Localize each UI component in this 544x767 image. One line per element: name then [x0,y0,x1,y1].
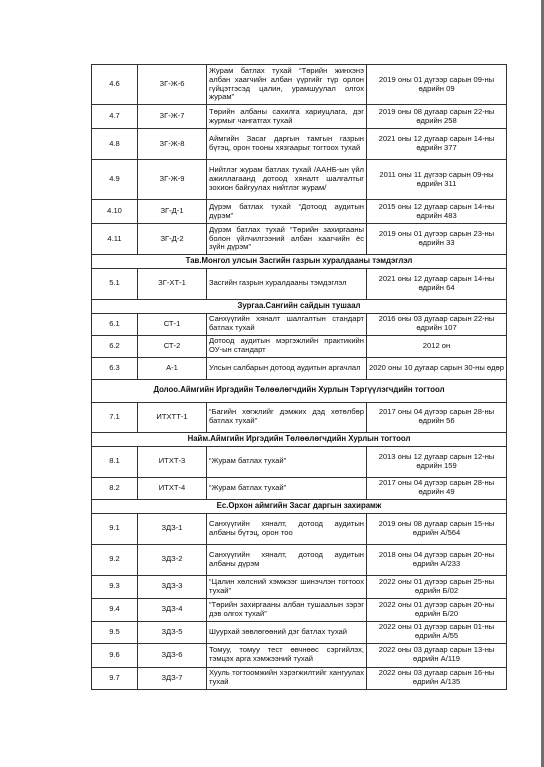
document-title: Томуу, томуу тест өвчнөөс сэргийлэх, тэмцэх арга хэмжээний тухай [207,643,367,667]
document-title: “Багийн хөгжлийг дэмжих дэд хөтөлбөр батлах тухай” [207,402,367,432]
document-title: Аймгийн Засаг даргын тамгын газрын бүтэц, орон тооны хязгаарыг тогтоох тухай [207,129,367,160]
table-row [92,513,507,544]
section-title: Найм.Аймгийн Иргэдийн Төлөөлөгчдийн Хурлын тогтоол [92,432,507,446]
table-row [92,200,507,224]
table-row [92,357,507,379]
document-code: ЗДЗ-5 [138,621,207,643]
document-code: СТ-1 [138,313,207,335]
document-code: ЗДЗ-7 [138,667,207,689]
document-code: ЗДЗ-3 [138,575,207,598]
document-date: 2019 оны 01 дүгээр сарын 09-ны өдрийн 09 [367,65,507,105]
row-number: 4.8 [92,129,138,160]
document-date: 2020 оны 10 дугаар сарын 30-ны өдөр [367,357,507,379]
document-date: 2022 оны 01 дүгээр сарын 01-ны өдрийн А/55 [367,621,507,643]
section-header-row [92,432,507,446]
section-title: Зургаа.Сангийн сайдын тушаал [92,299,507,313]
row-number: 9.3 [92,575,138,598]
document-title: Журам батлах тухай “Төрийн жинхэнэ албан хаагчийн албан үүргийг түр орлон гүйцэтгэсэд цалин, урамшуулал олгох журам” [207,65,367,105]
document-code: ЗДЗ-1 [138,513,207,544]
document-title: Дүрэм батлах тухай “Төрийн захиргааны болон үйлчилгээний албан хаагчийн ёс зүйн дүрэм” [207,224,367,255]
row-number: 9.4 [92,598,138,621]
document-date: 2016 оны 03 дугаар сарын 22-ны өдрийн 107 [367,313,507,335]
document-code: ЗГ-Д-1 [138,200,207,224]
row-number: 4.6 [92,65,138,105]
document-title: Дотоод аудитын мэргэжлийн практикийн ОУ-ын стандарт [207,335,367,357]
document-code: ЗГ-Ж-9 [138,160,207,200]
table-row [92,105,507,129]
document-title: Санхүүгийн хяналт, дотоод аудитын албаны дүрэм [207,544,367,575]
table-row [92,446,507,477]
document-code: ИТХТ-4 [138,477,207,499]
document-date: 2012 он [367,335,507,357]
section-header-row [92,379,507,402]
document-title: “Төрийн захиргааны албан тушаалын зэрэг дэв олгох тухай” [207,598,367,621]
document-title: Засгийн газрын хуралдааны тэмдэглэл [207,268,367,299]
section-title: Тав.Монгол улсын Засгийн газрын хуралдааны тэмдэглэл [92,255,507,269]
document-code: ИТХТ-3 [138,446,207,477]
document-date: 2015 оны 12 дугаар сарын 14-ны өдрийн 483 [367,200,507,224]
document-code: ЗДЗ-4 [138,598,207,621]
document-code: ЗГ-Ж-7 [138,105,207,129]
document-date: 2018 оны 04 дүгээр сарын 20-ны өдрийн А/233 [367,544,507,575]
document-title: “Цалин хөлсний хэмжээг шинэчлэн тогтоох тухай” [207,575,367,598]
document-date: 2017 оны 04 дүгээр сарын 28-ны өдрийн 56 [367,402,507,432]
document-date: 2022 оны 03 дугаар сарын 13-ны өдрийн А/119 [367,643,507,667]
document-title: Улсын салбарын дотоод аудитын аргачлал [207,357,367,379]
row-number: 6.2 [92,335,138,357]
document-title: Хууль тогтоомжийн хэрэгжилтийг хангуулах тухай [207,667,367,689]
row-number: 9.5 [92,621,138,643]
document-code: ЗГ-ХТ-1 [138,268,207,299]
table-row [92,160,507,200]
document-date: 2017 оны 04 дүгээр сарын 28-ны өдрийн 49 [367,477,507,499]
table-row [92,65,507,105]
table-row [92,598,507,621]
row-number: 9.1 [92,513,138,544]
row-number: 4.11 [92,224,138,255]
document-date: 2022 оны 03 дугаар сарын 16-ны өдрийн А/135 [367,667,507,689]
section-header-row [92,255,507,269]
row-number: 8.1 [92,446,138,477]
document-code: ЗГ-Д-2 [138,224,207,255]
row-number: 6.3 [92,357,138,379]
row-number: 7.1 [92,402,138,432]
table-row [92,402,507,432]
table-row [92,643,507,667]
section-header-row [92,299,507,313]
document-title: Төрийн албаны сахилга хариуцлага, дэг журмыг чангатгах тухай [207,105,367,129]
document-code: ЗДЗ-2 [138,544,207,575]
row-number: 4.7 [92,105,138,129]
document-code: ЗГ-Ж-8 [138,129,207,160]
regulations-table-body [92,65,507,690]
document-title: Нийтлэг журам батлах тухай /ААНБ-ын үйл ажиллагаанд дотоод хяналт шалгалтыг зохион байгуулах нийтлэг журам/ [207,160,367,200]
document-date: 2011 оны 11 дүгээр сарын 09-ны өдрийн 311 [367,160,507,200]
section-header-row [92,499,507,513]
row-number: 4.9 [92,160,138,200]
document-date: 2022 оны 01 дүгээр сарын 20-ны өдрийн Б/20 [367,598,507,621]
document-title: Дүрэм батлах тухай “Дотоод аудитын дүрэм” [207,200,367,224]
row-number: 5.1 [92,268,138,299]
table-row [92,268,507,299]
row-number: 8.2 [92,477,138,499]
document-title: Шуурхай зөвлөгөөний дэг батлах тухай [207,621,367,643]
row-number: 9.7 [92,667,138,689]
table-row [92,129,507,160]
document-date: 2019 оны 01 дүгээр сарын 23-ны өдрийн 33 [367,224,507,255]
document-code: ЗДЗ-6 [138,643,207,667]
document-date: 2013 оны 12 дугаар сарын 12-ны өдрийн 159 [367,446,507,477]
section-title: Ес.Орхон аймгийн Засаг даргын захирамж [92,499,507,513]
table-row [92,575,507,598]
row-number: 6.1 [92,313,138,335]
section-title: Долоо.Аймгийн Иргэдийн Төлөөлөгчдийн Хурлын Тэргүүлэгчдийн тогтоол [92,379,507,402]
document-title: “Журам батлах тухай” [207,446,367,477]
document-date: 2019 оны 08 дугаар сарын 22-ны өдрийн 258 [367,105,507,129]
table-row [92,313,507,335]
document-title: Санхүүгийн хяналт шалгалтын стандарт батлах тухай [207,313,367,335]
document-date: 2022 оны 01 дүгээр сарын 25-ны өдрийн Б/02 [367,575,507,598]
table-row [92,621,507,643]
table-row [92,667,507,689]
row-number: 9.6 [92,643,138,667]
document-date: 2021 оны 12 дугаар сарын 14-ны өдрийн 64 [367,268,507,299]
table-row [92,335,507,357]
document-title: “Журам батлах тухай” [207,477,367,499]
regulations-table [91,64,507,690]
document-date: 2019 оны 08 дугаар сарын 15-ны өдрийн А/564 [367,513,507,544]
table-row [92,544,507,575]
document-code: ИТХТТ-1 [138,402,207,432]
table-row [92,477,507,499]
document-title: Санхүүгийн хяналт, дотоод аудитын албаны бүтэц, орон тоо [207,513,367,544]
row-number: 4.10 [92,200,138,224]
document-code: А-1 [138,357,207,379]
document-code: ЗГ-Ж-6 [138,65,207,105]
document-date: 2021 оны 12 дугаар сарын 14-ны өдрийн 377 [367,129,507,160]
table-row [92,224,507,255]
row-number: 9.2 [92,544,138,575]
document-code: СТ-2 [138,335,207,357]
